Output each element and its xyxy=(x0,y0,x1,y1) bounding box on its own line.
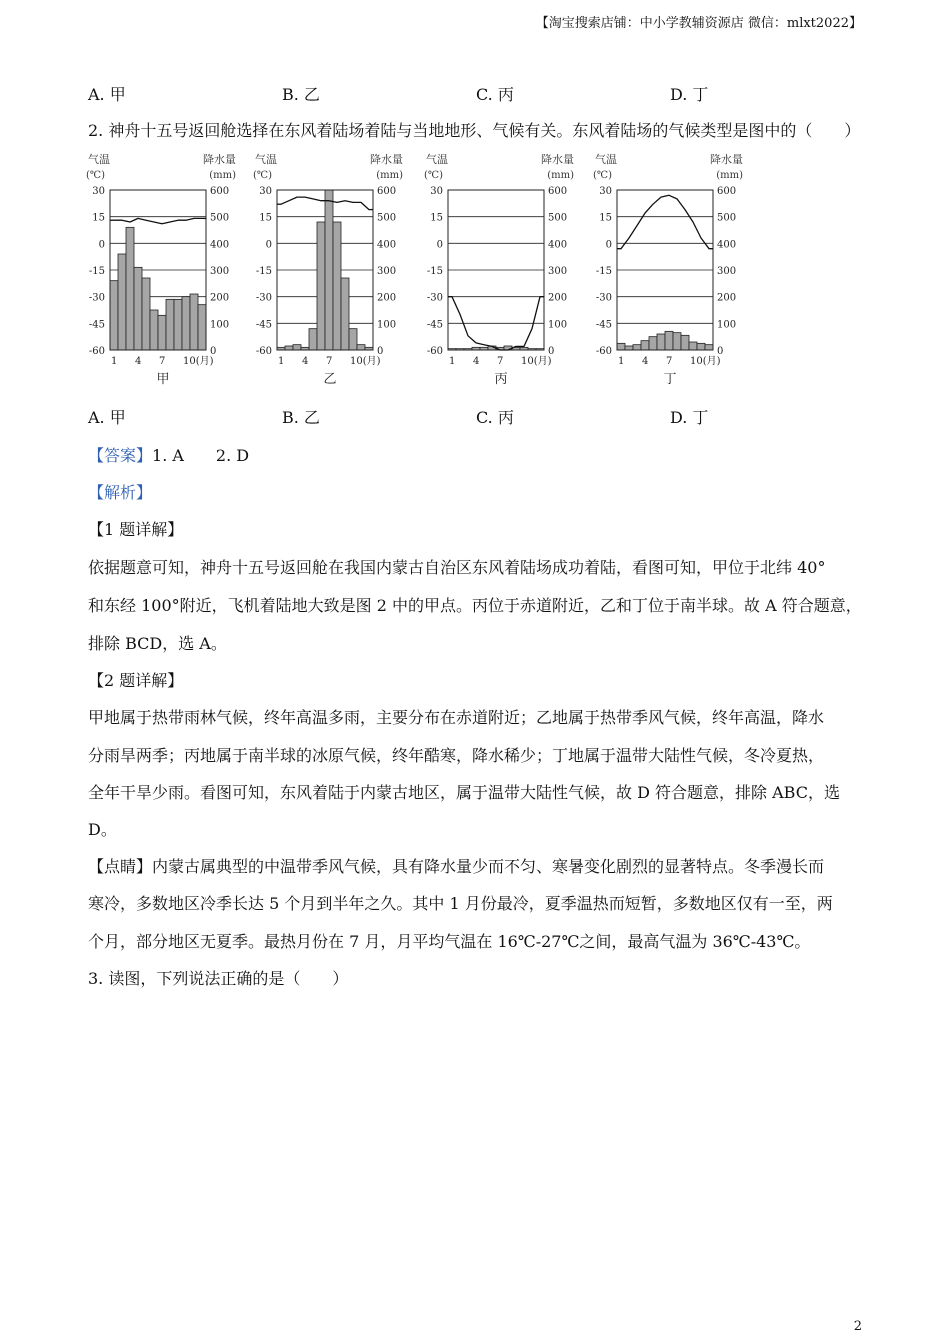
y-axis-unit-right: (mm) xyxy=(547,170,574,181)
chart-label: 丙 xyxy=(494,372,508,387)
detail2-line: 全年干旱少雨。看图可知，东风着陆于内蒙古地区，属于温带大陆性气候，故 D 符合题意，排除 ABC，选 xyxy=(88,783,840,802)
x-tick-label: 1 xyxy=(278,356,285,367)
precipitation-bar xyxy=(285,346,293,350)
y-tick-label-left: -60 xyxy=(426,346,443,357)
x-tick-label: 10(月) xyxy=(521,356,552,367)
precipitation-bar xyxy=(118,254,126,350)
y-tick-label-right: 0 xyxy=(210,346,217,357)
y-tick-label-right: 400 xyxy=(548,239,568,251)
y-tick-label-right: 300 xyxy=(548,266,568,277)
y-tick-label-right: 500 xyxy=(210,212,230,224)
y-tick-label-right: 300 xyxy=(717,266,737,277)
y-tick-label-left: 0 xyxy=(436,239,443,251)
y-tick-label-right: 400 xyxy=(210,239,230,251)
q1-option-c[interactable]: C. 丙 xyxy=(476,85,514,104)
precipitation-bar xyxy=(705,345,713,350)
x-tick-label: 7 xyxy=(326,356,333,367)
y-tick-label-left: 0 xyxy=(605,239,612,251)
y-tick-label-right: 100 xyxy=(717,319,737,331)
precipitation-bar xyxy=(617,343,625,350)
x-tick-label: 10(月) xyxy=(183,356,214,367)
y-tick-label-right: 500 xyxy=(717,212,737,224)
x-tick-label: 7 xyxy=(666,356,673,367)
y-tick-label-left: -15 xyxy=(255,266,272,277)
chart-svg-bing xyxy=(424,150,594,395)
chart-jia xyxy=(86,150,256,395)
y-tick-label-left: -15 xyxy=(595,266,612,277)
temperature-curve xyxy=(110,218,206,223)
x-tick-label: 4 xyxy=(135,356,142,367)
precipitation-bar xyxy=(341,278,349,350)
precipitation-bar xyxy=(174,299,182,350)
y-tick-label-left: 30 xyxy=(430,186,443,197)
q2-option-a[interactable]: A. 甲 xyxy=(88,408,126,427)
y-axis-title-left: 气温 xyxy=(595,153,617,166)
chart-label: 甲 xyxy=(156,372,170,387)
y-axis-title-left: 气温 xyxy=(426,153,448,166)
precipitation-bar xyxy=(166,299,174,350)
y-tick-label-left: -60 xyxy=(595,346,612,357)
q1-option-d[interactable]: D. 丁 xyxy=(670,85,709,104)
tip-line: 个月，部分地区无夏季。最热月份在 7 月，月平均气温在 16℃-27℃之间，最高气温为 36℃-43℃。 xyxy=(88,932,811,951)
precipitation-bar xyxy=(198,305,206,350)
y-tick-label-right: 100 xyxy=(377,319,397,331)
x-tick-label: 4 xyxy=(473,356,480,367)
y-tick-label-right: 200 xyxy=(717,292,737,304)
y-tick-label-right: 300 xyxy=(210,266,230,277)
y-tick-label-left: 15 xyxy=(92,212,105,224)
q1-options xyxy=(88,82,868,104)
y-tick-label-left: 30 xyxy=(92,186,105,197)
y-tick-label-right: 200 xyxy=(210,292,230,304)
y-tick-label-left: 30 xyxy=(599,186,612,197)
detail2-title: 【2 题详解】 xyxy=(88,671,184,690)
y-axis-unit-left: (℃) xyxy=(253,170,272,181)
q2-option-d[interactable]: D. 丁 xyxy=(670,408,709,427)
analysis-tag: 【解析】 xyxy=(88,483,153,502)
y-tick-label-left: -45 xyxy=(88,319,105,331)
precipitation-bar xyxy=(641,341,649,350)
precipitation-bar xyxy=(357,345,365,350)
y-tick-label-left: -30 xyxy=(255,292,272,304)
y-tick-label-right: 0 xyxy=(548,346,555,357)
y-tick-label-left: 0 xyxy=(98,239,105,251)
detail1-line: 排除 BCD，选 A。 xyxy=(88,634,227,653)
y-tick-label-right: 200 xyxy=(377,292,397,304)
y-tick-label-left: -15 xyxy=(88,266,105,277)
y-tick-label-left: -30 xyxy=(88,292,105,304)
tip-line: 寒冷，多数地区冷季长达 5 个月到半年之久。其中 1 月份最冷，夏季温热而短暂，多数地区仅有一至，两 xyxy=(88,894,833,913)
y-tick-label-left: 15 xyxy=(259,212,272,224)
y-axis-title-right: 降水量 xyxy=(541,153,574,166)
y-tick-label-left: -60 xyxy=(255,346,272,357)
y-tick-label-right: 600 xyxy=(377,186,397,197)
tip-line xyxy=(88,854,824,877)
y-tick-label-right: 100 xyxy=(210,319,230,331)
y-tick-label-left: 0 xyxy=(265,239,272,251)
x-tick-label: 4 xyxy=(642,356,649,367)
y-tick-label-right: 400 xyxy=(717,239,737,251)
precipitation-bar xyxy=(325,190,333,350)
y-axis-title-left: 气温 xyxy=(88,153,110,166)
y-tick-label-right: 0 xyxy=(377,346,384,357)
precipitation-bar xyxy=(665,331,673,350)
q2-option-b[interactable]: B. 乙 xyxy=(282,408,320,427)
precipitation-bar xyxy=(309,329,317,350)
y-tick-label-right: 300 xyxy=(377,266,397,277)
x-tick-label: 10(月) xyxy=(350,356,381,367)
y-axis-unit-right: (mm) xyxy=(209,170,236,181)
y-tick-label-left: -45 xyxy=(426,319,443,331)
y-axis-unit-left: (℃) xyxy=(86,170,105,181)
y-tick-label-right: 400 xyxy=(377,239,397,251)
y-tick-label-left: -30 xyxy=(595,292,612,304)
y-axis-unit-right: (mm) xyxy=(716,170,743,181)
climate-charts xyxy=(86,150,766,400)
y-axis-title-right: 降水量 xyxy=(370,153,403,166)
precipitation-bar xyxy=(317,222,325,350)
precipitation-bar xyxy=(697,343,705,350)
chart-svg-jia xyxy=(86,150,256,395)
precipitation-bar xyxy=(633,345,641,350)
detail1-line: 依据题意可知，神舟十五号返回舱在我国内蒙古自治区东风着陆场成功着陆，看图可知，甲位于北纬 40° xyxy=(88,558,826,577)
y-tick-label-right: 100 xyxy=(548,319,568,331)
y-tick-label-right: 500 xyxy=(377,212,397,224)
q3-stem: 3. 读图，下列说法正确的是（ ） xyxy=(88,969,349,988)
y-tick-label-left: -15 xyxy=(426,266,443,277)
chart-label: 乙 xyxy=(323,372,337,387)
y-tick-label-left: -30 xyxy=(426,292,443,304)
y-tick-label-left: 15 xyxy=(599,212,612,224)
tip-tag: 【点睛】 xyxy=(88,857,153,876)
header-note: 【淘宝搜索店铺：中小学教辅资源店 微信：mlxt2022】 xyxy=(535,16,862,31)
x-tick-label: 7 xyxy=(159,356,166,367)
precipitation-bar xyxy=(150,310,158,350)
precipitation-bar xyxy=(110,281,118,350)
precipitation-bar xyxy=(182,297,190,350)
y-tick-label-left: -45 xyxy=(595,319,612,331)
answer-tag: 【答案】 xyxy=(88,446,153,465)
precipitation-bar xyxy=(134,267,142,350)
tip-text: 内蒙古属典型的中温带季风气候，具有降水量少而不匀、寒暑变化剧烈的显著特点。冬季漫长而 xyxy=(152,857,825,876)
y-tick-label-right: 600 xyxy=(717,186,737,197)
detail2-line: D。 xyxy=(88,820,117,839)
q1-option-a[interactable]: A. 甲 xyxy=(88,85,126,104)
chart-yi xyxy=(253,150,423,395)
y-tick-label-left: -60 xyxy=(88,346,105,357)
chart-bing xyxy=(424,150,594,395)
chart-ding xyxy=(593,150,763,395)
q2-stem: 2. 神舟十五号返回舱选择在东风着陆场着陆与当地地形、气候有关。东风着陆场的气候类型是图中的（ ） xyxy=(88,121,861,140)
precipitation-bar xyxy=(649,337,657,350)
y-axis-unit-left: (℃) xyxy=(424,170,443,181)
precipitation-bar xyxy=(681,335,689,350)
q1-option-b[interactable]: B. 乙 xyxy=(282,85,320,104)
precipitation-bar xyxy=(689,342,697,350)
precipitation-bar xyxy=(158,315,166,350)
y-axis-unit-left: (℃) xyxy=(593,170,612,181)
precipitation-bar xyxy=(657,334,665,350)
chart-label: 丁 xyxy=(663,372,677,387)
detail1-title: 【1 题详解】 xyxy=(88,520,184,539)
q2-options xyxy=(88,405,868,427)
x-tick-label: 4 xyxy=(302,356,309,367)
precipitation-bar xyxy=(349,329,357,350)
y-axis-title-left: 气温 xyxy=(255,153,277,166)
x-tick-label: 7 xyxy=(497,356,504,367)
detail2-line: 分雨旱两季；丙地属于南半球的冰原气候，终年酷寒，降水稀少；丁地属于温带大陆性气候，冬冷夏热， xyxy=(88,746,825,765)
y-axis-unit-right: (mm) xyxy=(376,170,403,181)
precipitation-bar xyxy=(673,333,681,350)
y-axis-title-right: 降水量 xyxy=(203,153,236,166)
page-number: 2 xyxy=(853,1319,862,1334)
x-tick-label: 1 xyxy=(111,356,118,367)
y-tick-label-right: 500 xyxy=(548,212,568,224)
precipitation-bar xyxy=(625,346,633,350)
chart-svg-ding xyxy=(593,150,763,395)
y-tick-label-left: 30 xyxy=(259,186,272,197)
detail1-line: 和东经 100°附近，飞机着陆地大致是图 2 中的甲点。丙位于赤道附近，乙和丁位于南半球。故 A 符合题意， xyxy=(88,596,862,615)
x-tick-label: 1 xyxy=(618,356,625,367)
y-tick-label-left: -45 xyxy=(255,319,272,331)
answer-text: 1. A 2. D xyxy=(152,446,250,465)
precipitation-bar xyxy=(333,222,341,350)
y-tick-label-right: 600 xyxy=(548,186,568,197)
precipitation-bar xyxy=(293,345,301,350)
precipitation-bar xyxy=(126,227,134,350)
chart-svg-yi xyxy=(253,150,423,395)
precipitation-bar xyxy=(190,294,198,350)
y-tick-label-left: 15 xyxy=(430,212,443,224)
temperature-curve xyxy=(617,195,713,248)
y-tick-label-right: 0 xyxy=(717,346,724,357)
precipitation-bar xyxy=(142,278,150,350)
answer-line xyxy=(88,443,249,466)
x-tick-label: 10(月) xyxy=(690,356,721,367)
detail2-line: 甲地属于热带雨林气候，终年高温多雨，主要分布在赤道附近；乙地属于热带季风气候，终年高温，降水 xyxy=(88,708,825,727)
y-tick-label-right: 600 xyxy=(210,186,230,197)
x-tick-label: 1 xyxy=(449,356,456,367)
y-tick-label-right: 200 xyxy=(548,292,568,304)
y-axis-title-right: 降水量 xyxy=(710,153,743,166)
q2-option-c[interactable]: C. 丙 xyxy=(476,408,514,427)
